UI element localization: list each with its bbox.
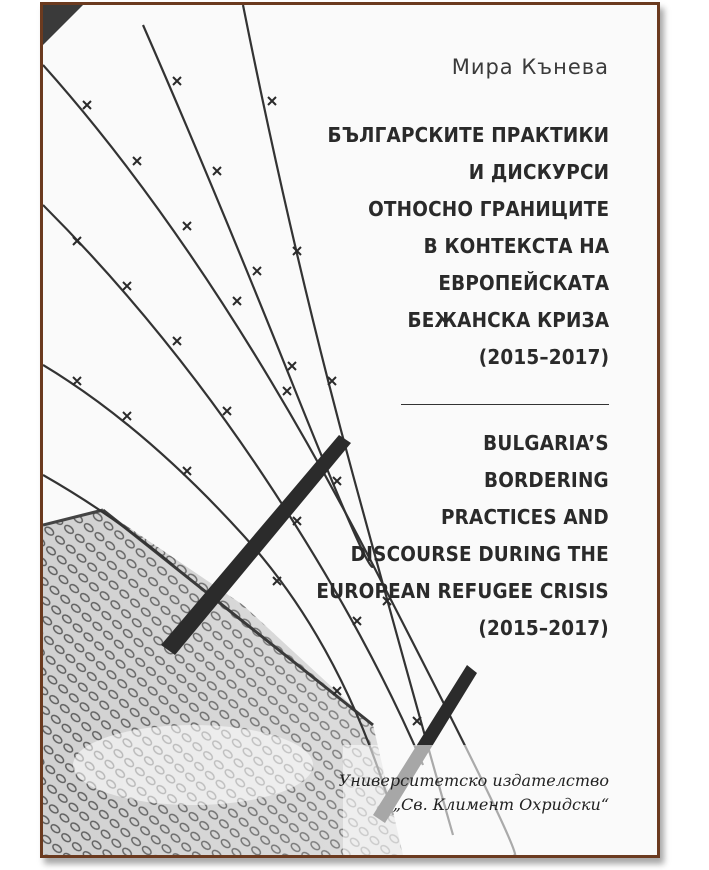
title-bg-years: (2015–2017): [478, 345, 609, 369]
title-bg-line: БЕЖАНСКА КРИЗА: [407, 308, 609, 332]
title-en-line: PRACTICES AND: [441, 505, 609, 529]
title-bg-line: БЪЛГАРСКИТЕ ПРАКТИКИ: [327, 123, 609, 147]
book-cover: [40, 2, 660, 858]
title-english: [291, 425, 609, 647]
title-en-line: BULGARIA’S: [483, 431, 609, 455]
title-en-years: (2015–2017): [478, 616, 609, 640]
corner-shade: [43, 5, 83, 45]
title-divider: [401, 404, 609, 405]
author-name: Мира Кънева: [451, 55, 609, 79]
publisher-line: „Св. Климент Охридски“: [392, 795, 609, 814]
title-bg-line: ОТНОСНО ГРАНИЦИТЕ: [367, 197, 609, 221]
title-en-line: EUROPEAN REFUGEE CRISIS: [316, 579, 609, 603]
title-bg-line: ЕВРОПЕЙСКАТА: [438, 271, 609, 295]
title-bg-line: В КОНТЕКСТА НА: [423, 234, 609, 258]
title-en-line: BORDERING: [484, 468, 609, 492]
publisher: [339, 769, 609, 817]
publisher-line: Университетско издателство: [338, 771, 609, 790]
title-bg-line: И ДИСКУРСИ: [468, 160, 609, 184]
title-en-line: DISCOURSE DURING THE: [350, 542, 609, 566]
title-bulgarian: [303, 117, 609, 376]
